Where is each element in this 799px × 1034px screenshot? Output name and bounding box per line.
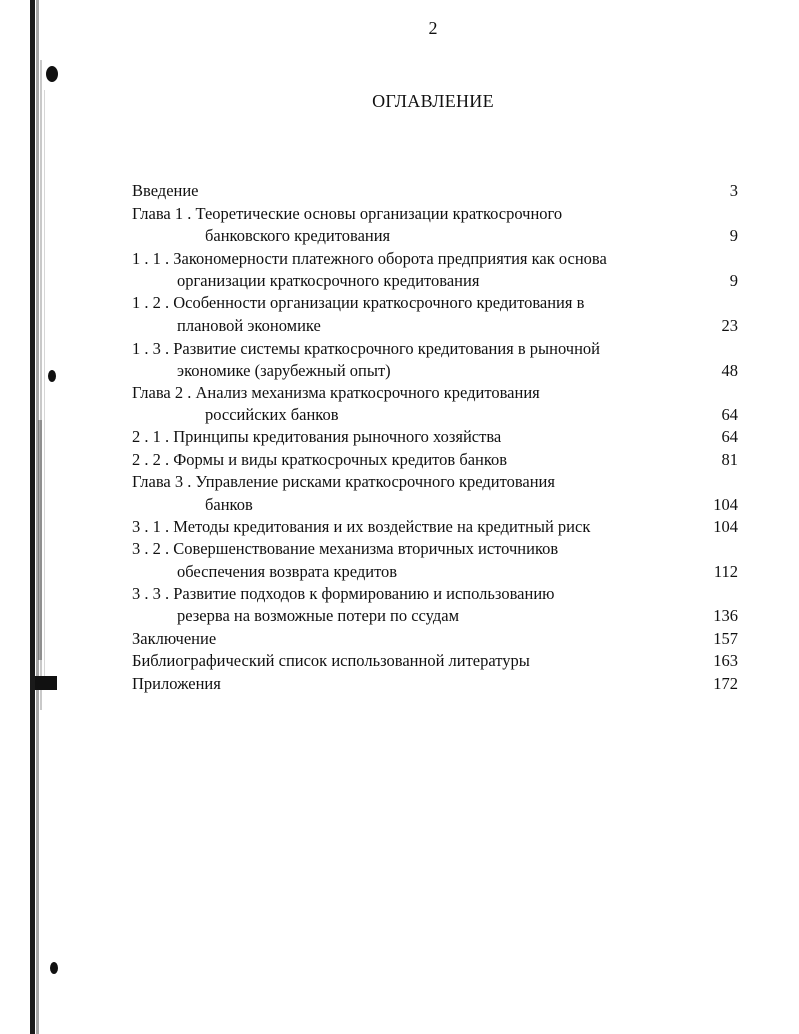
toc-entry-chapter-2-cont: российских банков xyxy=(205,405,339,424)
toc-page-section-3-1: 104 xyxy=(713,517,738,536)
toc-entry-chapter-1-cont: банковского кредитования xyxy=(205,226,391,245)
toc-entry-introduction: Введение xyxy=(132,181,199,200)
toc-page-section-2-1: 64 xyxy=(721,427,738,446)
toc-entry-conclusion: Заключение xyxy=(132,629,217,648)
toc-entry-section-3-1: 3 . 1 . Методы кредитования и их воздействие на кредитный риск xyxy=(132,517,591,536)
toc-entry-section-2-2: 2 . 2 . Формы и виды краткосрочных кредитов банков xyxy=(132,450,508,469)
toc-entry-section-3-3: 3 . 3 . Развитие подходов к формированию и использованию xyxy=(132,584,555,603)
toc-page-section-1-3: 48 xyxy=(721,361,738,380)
toc-entry-section-1-2-cont: плановой экономике xyxy=(177,316,321,335)
toc-page-section-1-1: 9 xyxy=(729,271,738,290)
toc-page-section-3-3: 136 xyxy=(713,606,738,625)
page-number: 2 xyxy=(428,18,438,38)
toc-page-chapter-1: 9 xyxy=(729,226,738,245)
toc-page-chapter-3: 104 xyxy=(713,495,738,514)
toc-entry-section-1-3: 1 . 3 . Развитие системы краткосрочного кредитования в рыночной xyxy=(132,339,600,358)
toc-page-appendices: 172 xyxy=(713,674,738,693)
toc-entry-section-1-1-cont: организации краткосрочного кредитования xyxy=(177,271,480,290)
scan-binding-edge xyxy=(0,0,60,1034)
toc-entry-chapter-1: Глава 1 . Теоретические основы организации краткосрочного xyxy=(132,204,563,223)
toc-entry-chapter-3-cont: банков xyxy=(205,495,253,514)
toc-page-conclusion: 157 xyxy=(713,629,738,648)
toc-entry-section-3-2-cont: обеспечения возврата кредитов xyxy=(177,562,398,581)
toc-entry-appendices: Приложения xyxy=(132,674,221,693)
toc-title: ОГЛАВЛЕНИЕ xyxy=(372,91,494,111)
toc-entry-section-2-1: 2 . 1 . Принципы кредитования рыночного хозяйства xyxy=(132,427,502,446)
toc-page-bibliography: 163 xyxy=(713,651,738,670)
toc-page-introduction: 3 xyxy=(729,181,738,200)
toc-page-section-3-2: 112 xyxy=(713,562,738,581)
toc-entry-chapter-3: Глава 3 . Управление рисками краткосрочного кредитования xyxy=(132,472,555,491)
toc-entry-section-1-2: 1 . 2 . Особенности организации краткосрочного кредитования в xyxy=(132,293,585,312)
toc-entry-chapter-2: Глава 2 . Анализ механизма краткосрочного кредитования xyxy=(132,383,540,402)
toc-entry-section-1-3-cont: экономике (зарубежный опыт) xyxy=(177,361,391,380)
toc-entry-section-3-2: 3 . 2 . Совершенствование механизма вторичных источников xyxy=(132,539,559,558)
toc-entry-section-1-1: 1 . 1 . Закономерности платежного оборота предприятия как основа xyxy=(132,249,607,268)
toc-entry-section-3-3-cont: резерва на возможные потери по ссудам xyxy=(177,606,460,625)
toc-entry-bibliography: Библиографический список использованной литературы xyxy=(132,651,530,670)
toc-page-chapter-2: 64 xyxy=(721,405,738,424)
toc-page-section-1-2: 23 xyxy=(721,316,738,335)
toc-page-section-2-2: 81 xyxy=(721,450,738,469)
